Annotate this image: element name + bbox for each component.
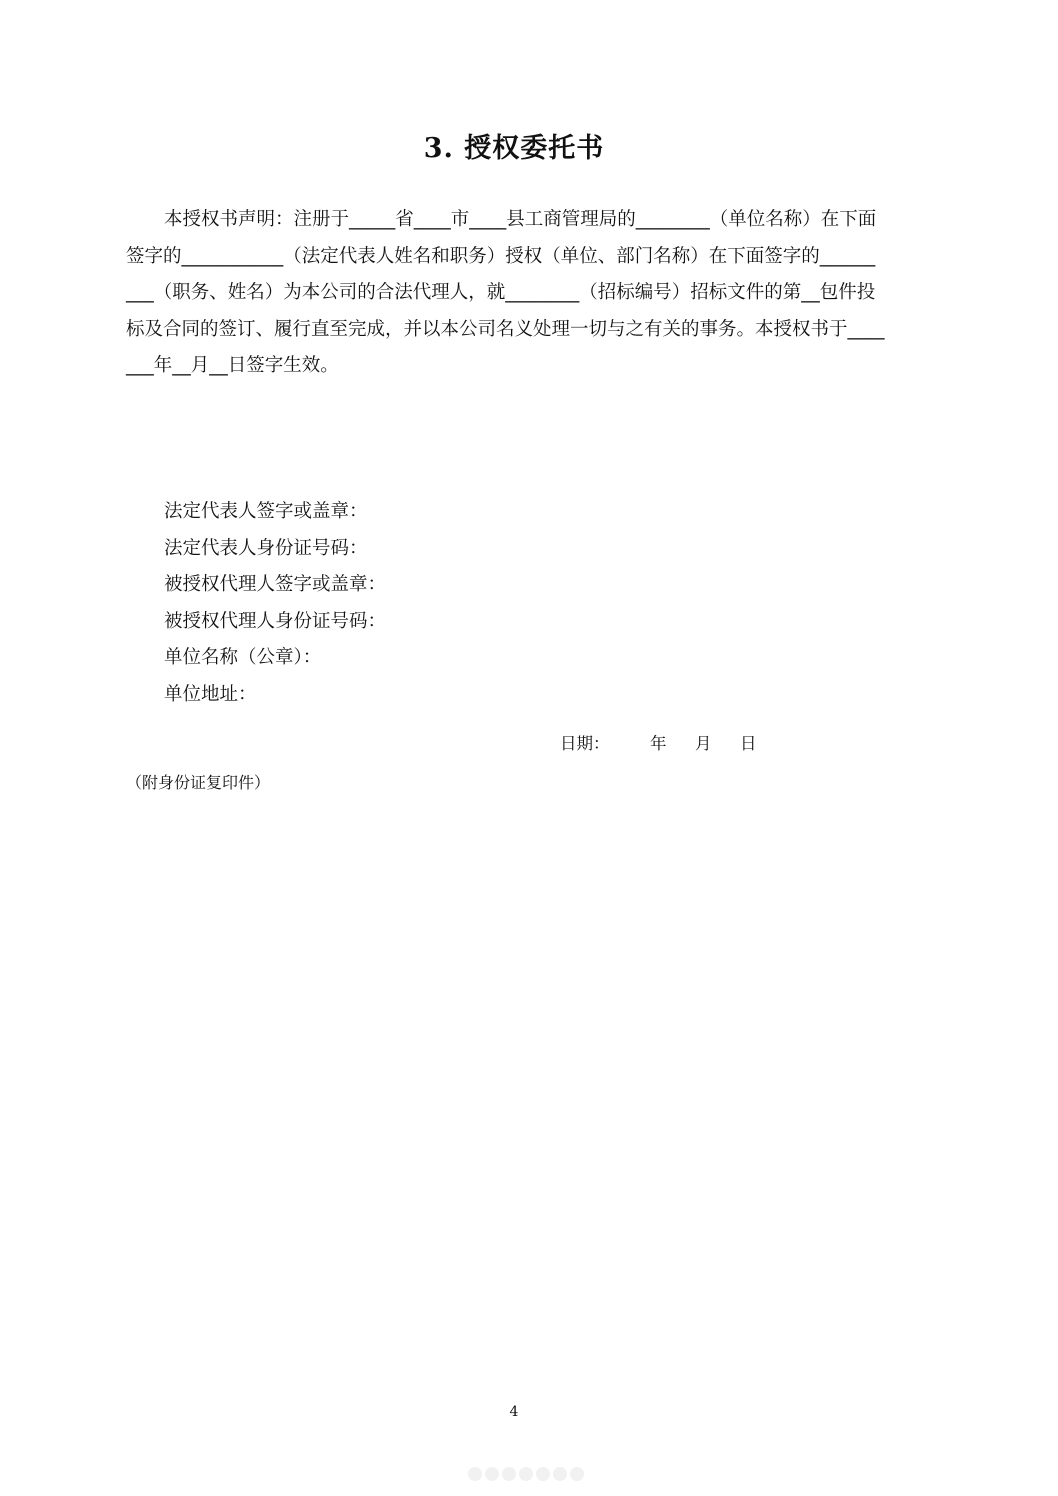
watermark-dots (468, 1467, 584, 1481)
company-address-label: 单位地址： (164, 683, 257, 705)
authorization-statement (126, 202, 916, 385)
watermark-dot (536, 1467, 550, 1481)
document-title: 3. 授权委托书 (423, 133, 605, 164)
statement-line-3: ___（职务、姓名）为本公司的合法代理人，就________（招标编号）招标文件的第__包件投 (126, 282, 876, 303)
page-number: 4 (509, 1404, 519, 1420)
watermark-dot (570, 1467, 584, 1481)
statement-line-2: 签字的___________（法定代表人姓名和职务）授权（单位、部门名称）在下面签字的______ (126, 245, 876, 267)
agent-signature-label: 被授权代理人签字或盖章： (164, 574, 387, 595)
watermark-dot (502, 1467, 516, 1481)
watermark-dot (519, 1467, 533, 1481)
statement-line-5: ___年__月__日签字生效。 (126, 355, 339, 376)
date-year: 年 (650, 734, 667, 753)
date-label: 日期： (560, 734, 610, 753)
watermark-dot (485, 1467, 499, 1481)
date-line (560, 730, 757, 754)
agent-id-label: 被授权代理人身份证号码： (164, 610, 387, 632)
date-month: 月 (695, 734, 712, 753)
legal-rep-id-label: 法定代表人身份证号码： (164, 537, 368, 559)
watermark-dot (468, 1467, 482, 1481)
signature-fields (164, 494, 386, 713)
date-day: 日 (740, 734, 757, 753)
statement-line-4: 标及合同的签订、履行直至完成，并以本公司名义处理一切与之有关的事务。本授权书于____ (126, 318, 885, 340)
watermark-dot (553, 1467, 567, 1481)
legal-rep-signature-label: 法定代表人签字或盖章： (164, 501, 368, 522)
attachment-note: （附身份证复印件） (126, 773, 271, 792)
company-name-label: 单位名称（公章）： (164, 647, 322, 668)
statement-line-1: 本授权书声明：注册于_____省____市____县工商管理局的________（单位名称）在下面 (164, 209, 877, 230)
